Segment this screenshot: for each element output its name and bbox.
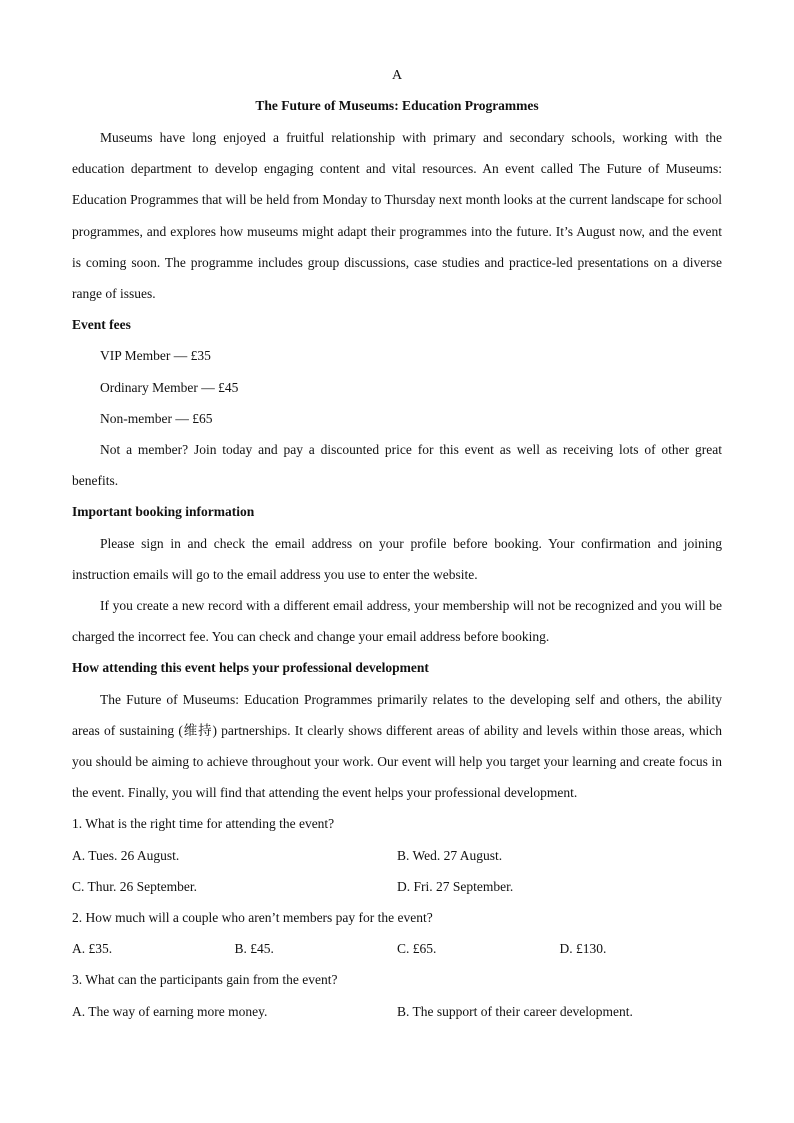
option-c: C. £65.	[397, 941, 437, 957]
option-d: D. £130.	[559, 941, 607, 957]
development-paragraph: The Future of Museums: Education Programmes primarily relates to the developing self and others, the ability areas of sustaining (维持) partnerships. It clearly shows different areas of ability and levels within those areas, which you should be aiming to achieve throughout your work. Our event will help you target your learning and create focus in the event. Finally, you will find that attending the event helps your professional development.	[72, 691, 722, 801]
passage-letter: A	[391, 68, 403, 83]
question-text: 1. What is the right time for attending the event?	[72, 816, 335, 832]
fee-item-ordinary: Ordinary Member — £45	[100, 379, 239, 395]
option-b: B. £45.	[234, 941, 274, 957]
question-1	[72, 808, 722, 902]
question-text: 2. How much will a couple who aren’t members pay for the event?	[72, 910, 433, 926]
development-heading: How attending this event helps your professional development	[72, 660, 429, 676]
booking-paragraph-1: Please sign in and check the email address on your profile before booking. Your confirmation and joining instruction emails will go to the email address you use to enter the website.	[72, 535, 722, 582]
question-3	[72, 964, 722, 1026]
fee-item-vip: VIP Member — £35	[100, 348, 211, 364]
fees-note: Not a member? Join today and pay a discounted price for this event as well as receiving lots of other great benefits.	[72, 442, 722, 489]
intro-paragraph: Museums have long enjoyed a fruitful relationship with primary and secondary schools, working with the education department to develop engaging content and vital resources. An event called The Future of Museums: Education Programmes that will be held from Monday to Thursday next month looks at the current landscape for school programmes, and explores how museums might adapt their programmes into the future. It’s August now, and the event is coming soon. The programme includes group discussions, case studies and practice-led presentations on a diverse range of issues.	[72, 130, 722, 302]
option-a: A. The way of earning more money.	[72, 1003, 268, 1019]
option-a: A. Tues. 26 August.	[72, 847, 180, 863]
option-d: D. Fri. 27 September.	[397, 878, 514, 894]
question-options	[72, 933, 722, 964]
question-options	[72, 996, 722, 1027]
question-options	[72, 840, 722, 902]
question-text: 3. What can the participants gain from the event?	[72, 972, 338, 988]
option-c: C. Thur. 26 September.	[72, 878, 197, 894]
passage-title: The Future of Museums: Education Programmes	[255, 98, 539, 113]
fees-heading: Event fees	[72, 317, 131, 333]
option-b: B. The support of their career development.	[397, 1003, 633, 1019]
option-a: A. £35.	[72, 941, 113, 957]
fee-item-non-member: Non-member — £65	[100, 410, 213, 426]
question-2	[72, 902, 722, 964]
booking-paragraph-2: If you create a new record with a different email address, your membership will not be recognized and you will be charged the incorrect fee. You can check and change your email address before booking.	[72, 598, 722, 645]
option-b: B. Wed. 27 August.	[397, 847, 503, 863]
booking-heading: Important booking information	[72, 504, 255, 520]
